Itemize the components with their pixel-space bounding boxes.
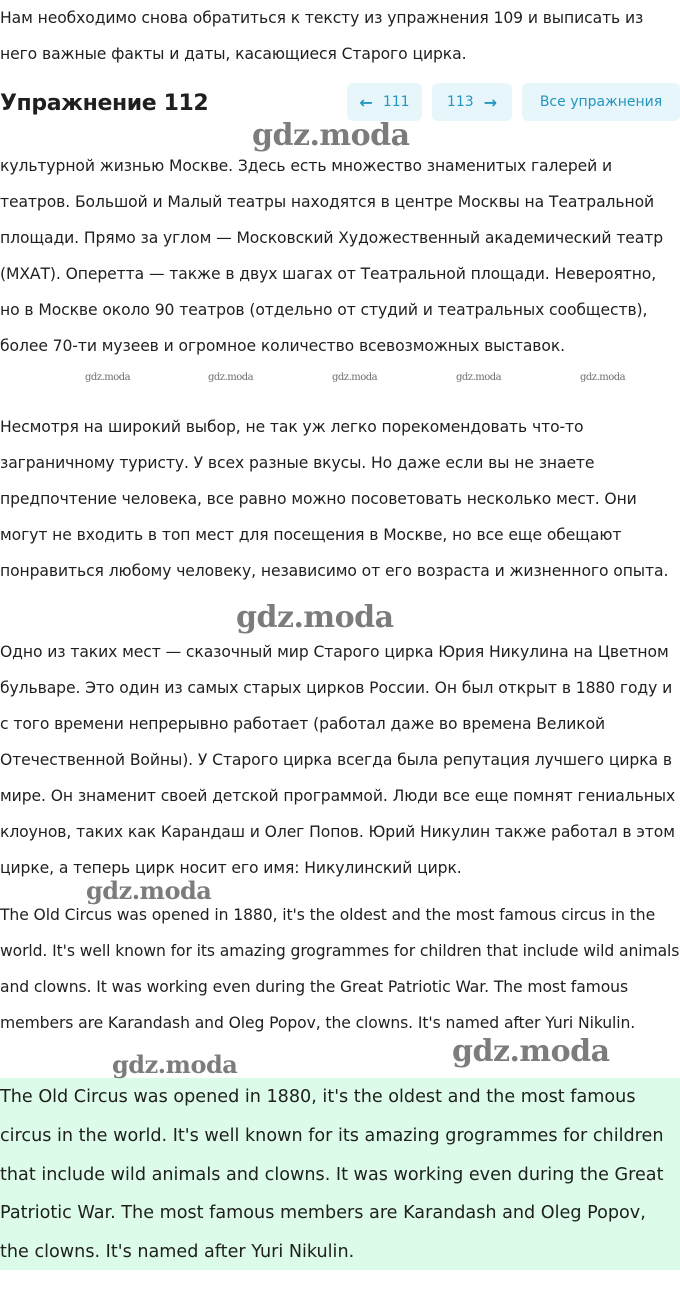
paragraph-1: культурной жизнью Москве. Здесь есть множество знаменитых галерей и театров. Большой и Малый театры находятся в центре Москвы на Театральной площади. Прямо за углом — Московский Художественный академический театр (МХАТ). Оперетта — также в двух шагах от Театральной площади. Невероятно, но в Москве около 90 театров (отдельно от студий и театральных сообществ), более 70-ти музеев и огромное количество всевозможных выставок. — [0, 157, 664, 355]
watermark-small: gdz.moda — [456, 372, 502, 383]
watermark-logo: gdz.moda — [112, 1050, 238, 1079]
watermark-logo: gdz.moda — [86, 876, 212, 905]
answer-box — [0, 1078, 680, 1270]
paragraph-4: The Old Circus was opened in 1880, it's the oldest and the most famous circus in the world. It's well known for its amazing grogrammes for children that include wild animals and clowns. It was working even during the Great Patriotic War. The most famous members are Karandash and Oleg Popov, the clowns. It's named after Yuri Nikulin. — [0, 906, 680, 1032]
next-exercise-button[interactable] — [432, 83, 512, 121]
watermark-small: gdz.moda — [208, 372, 254, 383]
prev-exercise-label: 111 — [382, 94, 410, 110]
prev-exercise-button[interactable] — [347, 83, 422, 121]
watermark-small: gdz.moda — [85, 372, 131, 383]
watermark-small: gdz.moda — [580, 372, 626, 383]
all-exercises-button[interactable]: Все упражнения — [522, 83, 680, 121]
watermark-logo: gdz.moda — [236, 600, 394, 635]
answer-text: The Old Circus was opened in 1880, it's the oldest and the most famous circus in the world. It's well known for its amazing grogrammes for children that include wild animals and clowns. It was working even during the Great Patriotic War. The most famous members are Karandash and Oleg Popov, the clowns. It's named after Yuri Nikulin. — [0, 1087, 664, 1263]
paragraph-3: Одно из таких мест — сказочный мир Старого цирка Юрия Никулина на Цветном бульваре. Это один из самых старых цирков России. Он был открыт в 1880 году и с того времени непрерывно работает (работал даже во времена Великой Отечественной Войны). У Старого цирка всегда была репутация лучшего цирка в мире. Он знаменит своей детской программой. Люди все еще помнят гениальных клоунов, таких как Карандаш и Олег Попов. Юрий Никулин также работал в этом цирке, а теперь цирк носит его имя: Никулинский цирк. — [0, 643, 676, 877]
watermark-logo: gdz.moda — [252, 118, 410, 153]
arrow-left-icon: ← — [359, 92, 373, 112]
next-exercise-label: 113 — [446, 94, 474, 110]
watermark-logo: gdz.moda — [452, 1034, 610, 1069]
arrow-right-icon: → — [483, 92, 498, 112]
task-text: Нам необходимо снова обратиться к тексту из упражнения 109 и выписать из него важные факты и даты, касающиеся Старого цирка. — [0, 9, 644, 63]
watermark-small: gdz.moda — [332, 372, 378, 383]
paragraph-2: Несмотря на широкий выбор, не так уж легко порекомендовать что-то заграничному туристу. У всех разные вкусы. Но даже если вы не знаете предпочтение человека, все равно можно посоветовать несколько мест. Они могут не входить в топ мест для посещения в Москве, но все еще обещают понравиться любому человеку, независимо от его возраста и жизненного опыта. — [0, 418, 669, 580]
exercise-title: Упражнение 112 — [0, 91, 209, 116]
